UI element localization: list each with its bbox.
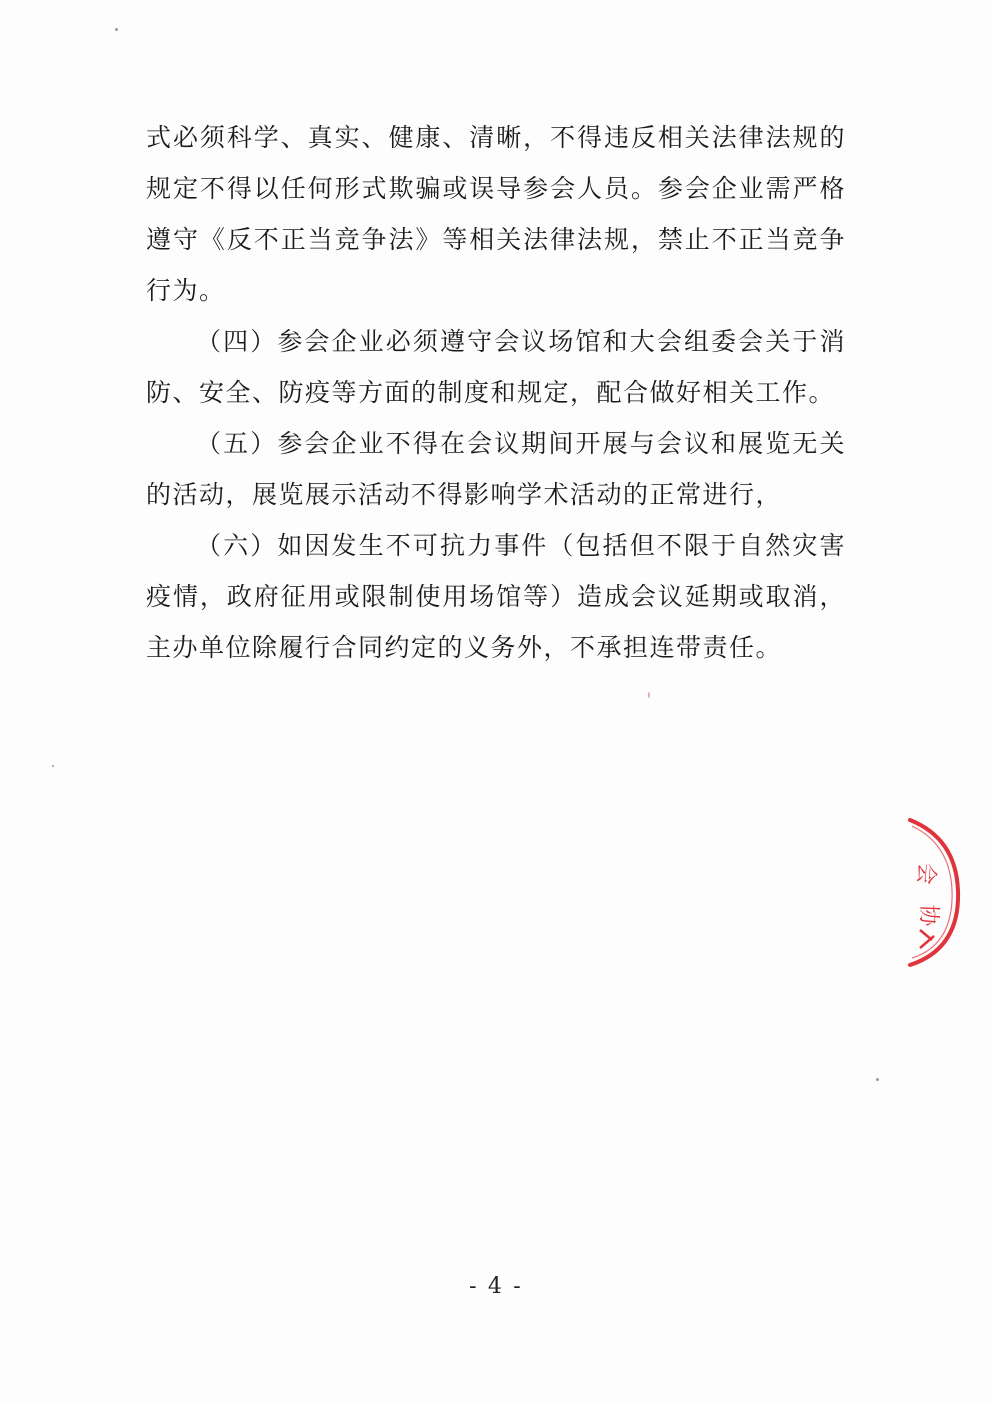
scan-speck xyxy=(648,692,650,698)
seal-char: 会 xyxy=(912,861,939,886)
text-line: 规定不得以任何形式欺骗或误导参会人员。参会企业需严格 xyxy=(146,174,846,203)
red-seal-stamp xyxy=(880,800,992,980)
text-line: 防、安全、防疫等方面的制度和规定，配合做好相关工作。 xyxy=(146,378,836,407)
scan-speck xyxy=(52,765,54,767)
text-line: 的活动，展览展示活动不得影响学术活动的正常进行， xyxy=(146,480,783,509)
body-text xyxy=(146,112,846,673)
text-line: 疫情，政府征用或限制使用场馆等）造成会议延期或取消， xyxy=(146,582,846,611)
text-line: 式必须科学、真实、健康、清晰，不得违反相关法律法规的 xyxy=(146,123,846,152)
page-number: - 4 - xyxy=(469,1274,523,1299)
scan-speck xyxy=(876,1078,879,1081)
text-line: 主办单位除履行合同约定的义务外，不承担连带责任。 xyxy=(146,633,783,662)
paragraph-four-start: （四）参会企业必须遵守会议场馆和大会组委会关于消 xyxy=(196,327,846,356)
paragraph-six-start: （六）如因发生不可抗力事件（包括但不限于自然灾害 xyxy=(196,531,846,560)
text-line: 遵守《反不正当竞争法》等相关法律法规，禁止不正当竞争 xyxy=(146,225,846,254)
scan-speck xyxy=(115,28,118,31)
text-line: 行为。 xyxy=(146,276,226,305)
seal-char: 协 xyxy=(915,903,941,927)
paragraph-five-start: （五）参会企业不得在会议期间开展与会议和展览无关 xyxy=(196,429,846,458)
